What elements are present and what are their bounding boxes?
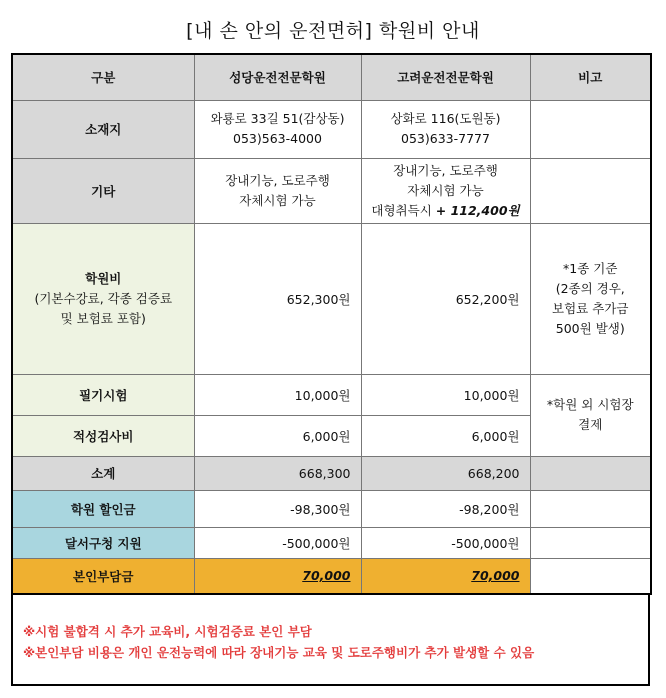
- location-a: [194, 100, 361, 158]
- tuition-sub1: (기본수강료, 각종 검증료: [34, 290, 173, 306]
- aptitude-b: 6,000원: [361, 415, 530, 456]
- self-pay-b: 70,000: [361, 558, 530, 594]
- exam-note2: 결제: [578, 417, 603, 432]
- discount-a: -98,300원: [194, 490, 361, 527]
- header-academy-b: 고려운전전문학원: [361, 54, 530, 100]
- header-category: 구분: [12, 54, 194, 100]
- tuition-title: 학원비: [85, 270, 122, 286]
- etc-a-line1: 장내기능, 도로주행: [225, 172, 330, 188]
- page-title: [내 손 안의 운전면허] 학원비 안내: [186, 20, 480, 42]
- location-a-phone: 053)563-4000: [233, 131, 322, 146]
- label-location: 소재지: [12, 100, 194, 158]
- tuition-b: 652,200원: [361, 223, 530, 374]
- etc-a-line2: 자체시험 가능: [239, 192, 316, 208]
- header-academy-a: 성당운전전문학원: [194, 54, 361, 100]
- note-line-1: ※시험 불합격 시 추가 교육비, 시험검증료 본인 부담: [23, 624, 312, 639]
- discount-remarks: [530, 490, 651, 527]
- row-self-pay: [12, 558, 651, 594]
- tuition-note1: *1종 기준: [563, 260, 618, 276]
- tuition-note3: 보험료 추가금: [552, 300, 629, 316]
- row-location: [12, 100, 651, 158]
- label-aptitude: 적성검사비: [12, 415, 194, 456]
- support-b: -500,000원: [361, 527, 530, 558]
- label-written: 필기시험: [12, 374, 194, 415]
- subtotal-b: 668,200: [361, 456, 530, 490]
- written-a: 10,000원: [194, 374, 361, 415]
- etc-b-line1: 장내기능, 도로주행: [393, 162, 498, 178]
- self-pay-remarks: [530, 558, 651, 594]
- location-b-address: 상화로 116(도원동): [390, 111, 501, 126]
- tuition-table: [11, 53, 652, 595]
- label-support: 달서구청 지원: [12, 527, 194, 558]
- subtotal-a: 668,300: [194, 456, 361, 490]
- location-a-address: 와룡로 33길 51(감상동): [210, 111, 345, 126]
- subtotal-remarks: [530, 456, 651, 490]
- label-self-pay: 본인부담금: [12, 558, 194, 594]
- tuition-remarks: [530, 223, 651, 374]
- header-remarks: 비고: [530, 54, 651, 100]
- row-tuition: [12, 223, 651, 374]
- note-line-2: ※본인부담 비용은 개인 운전능력에 따라 장내기능 교육 및 도로주행비가 추가 발생할 수 있음: [23, 645, 535, 660]
- row-subtotal: [12, 456, 651, 490]
- location-b: [361, 100, 530, 158]
- etc-a: [194, 158, 361, 223]
- etc-b-line3-value: + 112,400원: [435, 202, 520, 218]
- written-b: 10,000원: [361, 374, 530, 415]
- label-etc: 기타: [12, 158, 194, 223]
- row-etc: [12, 158, 651, 223]
- etc-b-line2: 자체시험 가능: [407, 182, 484, 198]
- support-a: -500,000원: [194, 527, 361, 558]
- location-b-phone: 053)633-7777: [401, 131, 490, 146]
- header-row: [12, 54, 651, 100]
- row-written: [12, 374, 651, 415]
- etc-remarks: [530, 158, 651, 223]
- tuition-a: 652,300원: [194, 223, 361, 374]
- support-remarks: [530, 527, 651, 558]
- tuition-note4: 500원 발생): [555, 320, 625, 336]
- exam-remarks: [530, 374, 651, 456]
- row-discount: [12, 490, 651, 527]
- label-discount: 학원 할인금: [12, 490, 194, 527]
- location-remarks: [530, 100, 651, 158]
- exam-note1: *학원 외 시험장: [546, 397, 634, 412]
- tuition-note2: (2종의 경우,: [555, 280, 625, 296]
- etc-b-line3: [368, 201, 524, 221]
- notes-box: [11, 593, 650, 686]
- row-support: [12, 527, 651, 558]
- label-tuition: [12, 223, 194, 374]
- etc-b-line3-prefix: 대형취득시: [371, 202, 432, 218]
- label-subtotal: 소계: [12, 456, 194, 490]
- discount-b: -98,200원: [361, 490, 530, 527]
- etc-b: [361, 158, 530, 223]
- aptitude-a: 6,000원: [194, 415, 361, 456]
- tuition-sub2: 및 보험료 포함): [60, 310, 146, 326]
- self-pay-a: 70,000: [194, 558, 361, 594]
